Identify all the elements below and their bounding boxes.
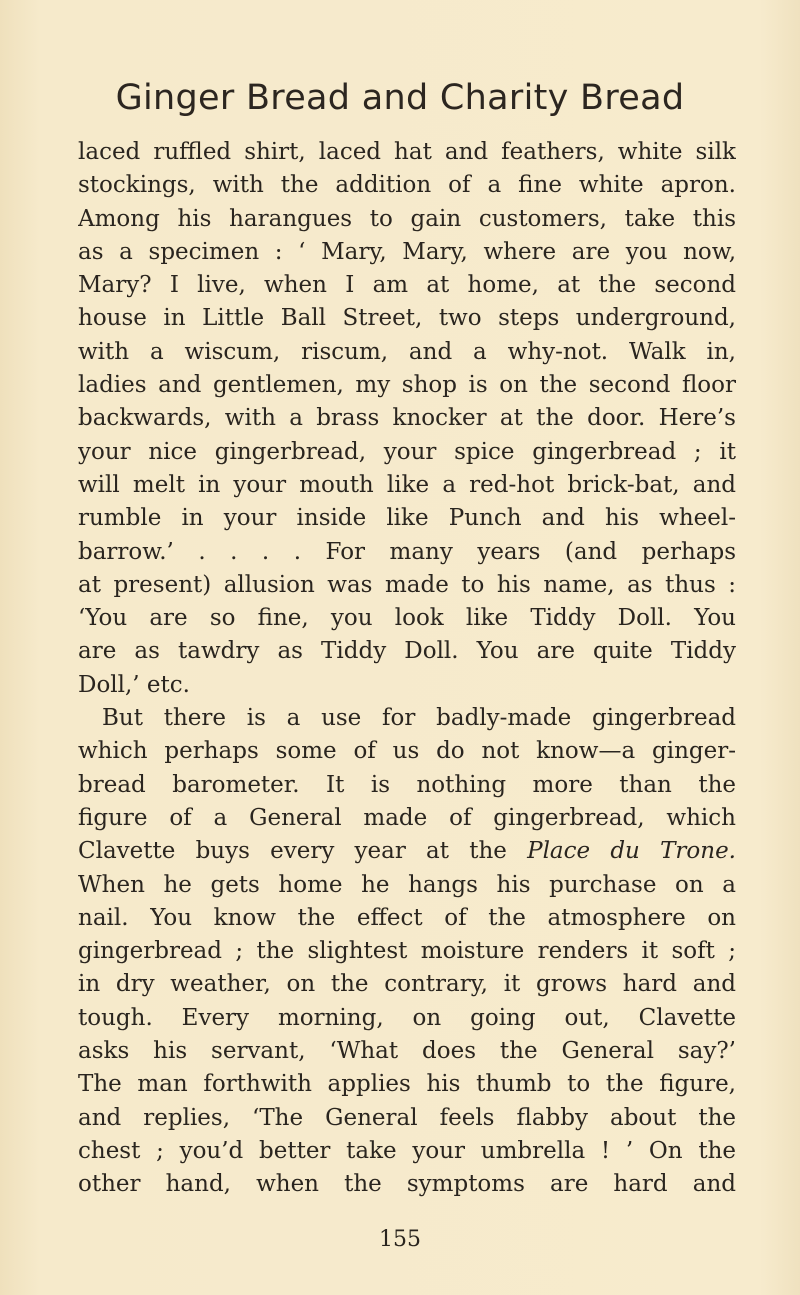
text-line: at present) allusion was made to his name, as thus :: [78, 571, 736, 598]
text-line: will melt in your mouth like a red-hot brick-bat, and: [78, 471, 736, 498]
text-line: Mary? I live, when I am at home, at the second: [78, 272, 736, 299]
text-line: chest ; you’d better take your umbrella ! ’ On the: [78, 1137, 736, 1164]
text-line: barrow.’ . . . . For many years (and perhaps: [78, 538, 736, 565]
text-line: Among his harangues to gain customers, take this: [78, 205, 736, 232]
text-segment: Clavette buys every year at the: [78, 838, 507, 865]
text-line-with-italic: [78, 835, 736, 868]
text-line: rumble in your inside like Punch and his wheel-: [78, 505, 736, 532]
body-text: [78, 136, 736, 1202]
text-line: with a wiscum, riscum, and a why-not. Walk in,: [78, 338, 736, 365]
text-line: and replies, ‘The General feels flabby about the: [78, 1104, 736, 1131]
text-line: backwards, with a brass knocker at the door. Here’s: [78, 405, 736, 432]
text-line: When he gets home he hangs his purchase on a: [78, 871, 736, 898]
text-line: bread barometer. It is nothing more than the: [78, 771, 736, 798]
text-line: asks his servant, ‘What does the General say?’: [78, 1038, 736, 1065]
text-line: as a specimen : ‘ Mary, Mary, where are you now,: [78, 238, 736, 265]
text-line: house in Little Ball Street, two steps underground,: [78, 305, 736, 332]
text-line: Doll,’ etc.: [78, 671, 190, 698]
text-line: The man forthwith applies his thumb to the figure,: [78, 1071, 736, 1098]
running-header: Ginger Bread and Charity Bread: [115, 78, 685, 118]
text-line: figure of a General made of gingerbread, which: [78, 804, 736, 831]
text-line: your nice gingerbread, your spice gingerbread ; it: [78, 438, 736, 465]
text-line: which perhaps some of us do not know—a ginger-: [78, 738, 736, 765]
text-line: stockings, with the addition of a fine white apron.: [78, 172, 736, 199]
page-number: 155: [379, 1227, 421, 1252]
italic-place-name: Place du Trone.: [527, 838, 736, 865]
text-line: other hand, when the symptoms are hard and: [78, 1171, 736, 1198]
text-line: in dry weather, on the contrary, it grows hard and: [78, 971, 736, 998]
text-line: tough. Every morning, on going out, Clavette: [78, 1004, 736, 1031]
text-line: But there is a use for badly-made gingerbread: [102, 705, 736, 732]
text-line: are as tawdry as Tiddy Doll. You are quite Tiddy: [78, 638, 736, 665]
text-line: laced ruffled shirt, laced hat and feathers, white silk: [78, 139, 736, 165]
text-line: ‘You are so fine, you look like Tiddy Doll. You: [78, 605, 736, 632]
text-line: ladies and gentlemen, my shop is on the second floor: [78, 372, 736, 399]
text-line: gingerbread ; the slightest moisture renders it soft ;: [78, 938, 736, 965]
text-line: nail. You know the effect of the atmosphere on: [78, 904, 736, 931]
